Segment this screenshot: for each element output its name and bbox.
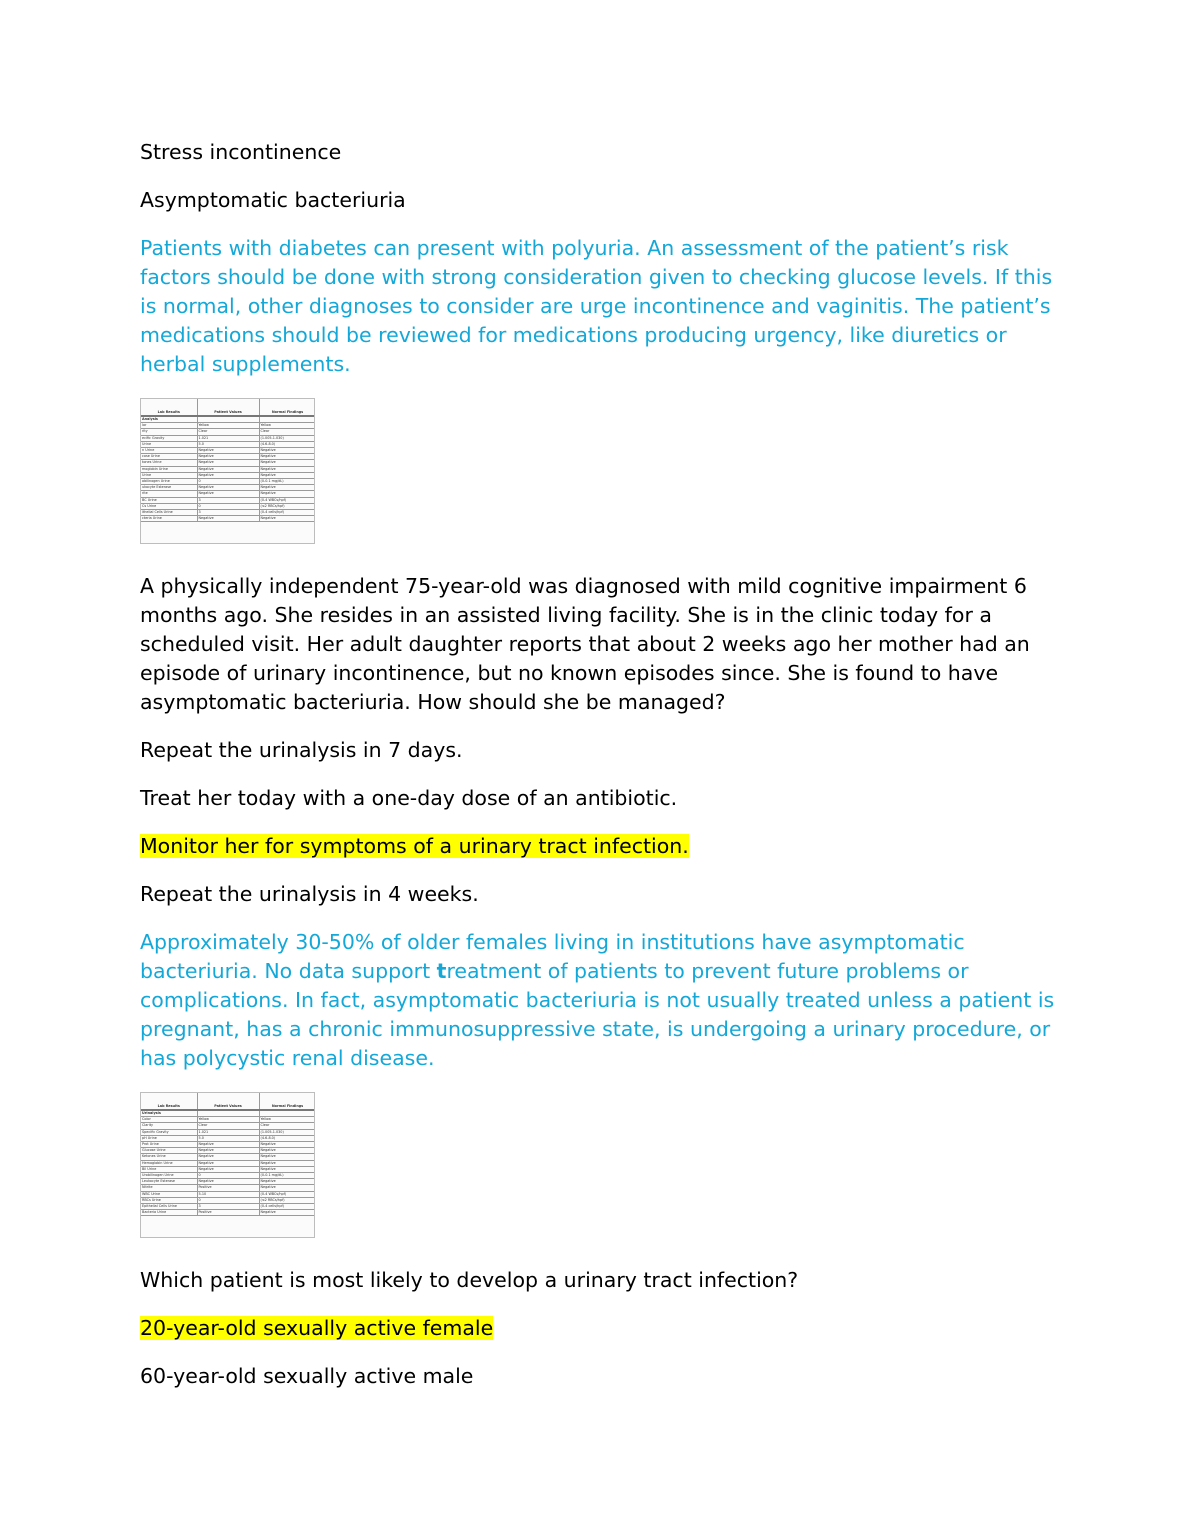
lab-cell: (4.6-8.0) <box>259 441 315 447</box>
lab-cell: tones Urine <box>141 460 197 466</box>
lab-cell: ithelial Cells Urine <box>141 510 197 516</box>
lab-cell: Negative <box>259 1154 315 1160</box>
q1-option-3-highlight: Monitor her for symptoms of a urinary tract infection. <box>140 834 689 858</box>
q1-option-3 <box>140 832 1055 861</box>
lab-cell: 0 <box>197 503 259 509</box>
lab-cell: Negative <box>259 516 315 522</box>
lab-cell: Color <box>141 1117 197 1123</box>
lab-cell: Yellow <box>197 423 259 429</box>
explanation-2-bold: t <box>436 959 447 983</box>
lab-cell: 3 <box>197 1204 259 1210</box>
lab1-header-results: Lab Results <box>141 399 197 416</box>
lab-cell: Negative <box>259 1142 315 1148</box>
lab-cell: Negative <box>197 1160 259 1166</box>
lab-cell: Negative <box>197 454 259 460</box>
lab2-section: Urinalysis <box>141 1110 197 1117</box>
lab-cell: WBC Urine <box>141 1191 197 1197</box>
lab-cell: Negative <box>197 1166 259 1172</box>
lab-row <box>141 516 315 522</box>
lab-cell: Negative <box>259 491 315 497</box>
lab1-section: Analysis <box>141 416 197 423</box>
q1-option-4: Repeat the urinalysis in 4 weeks. <box>140 882 479 906</box>
lab-cell: Specific Gravity <box>141 1129 197 1135</box>
lab-cell: rite <box>141 491 197 497</box>
lab-cell: Negative <box>259 1210 315 1216</box>
lab-cell: cteria Urine <box>141 516 197 522</box>
lab-cell: Bacteria Urine <box>141 1210 197 1216</box>
lab-cell: (≤2 RBCs/hpf) <box>259 1197 315 1203</box>
lab-cell: 1.021 <box>197 1129 259 1135</box>
lab-cell: Urobilinogen Urine <box>141 1173 197 1179</box>
lab-cell: Positive <box>197 1210 259 1216</box>
lab-cell: Negative <box>197 1179 259 1185</box>
lab-cell: 1.021 <box>197 435 259 441</box>
lab-cell: Negative <box>259 1179 315 1185</box>
lab-results-table-1 <box>140 398 315 544</box>
lab-cell: Negative <box>197 1154 259 1160</box>
lab-cell: Negative <box>197 460 259 466</box>
lab-cell: (1.005-1.030) <box>259 1129 315 1135</box>
lab-cell: 5-10 <box>197 1191 259 1197</box>
lab-cell: Negative <box>259 1148 315 1154</box>
explanation-paragraph-1: Patients with diabetes can present with polyuria. An assessment of the patient’s risk factors should be done with strong consideration given to checking glucose levels. If this is normal, other diagnoses to consider are urge incontinence and vaginitis. The patient’s medications should be reviewed for medications producing urgency, like diuretics or herbal supplements. <box>140 236 1053 376</box>
lab-cell: Yellow <box>197 1117 259 1123</box>
lab-cell: Ketones Urine <box>141 1154 197 1160</box>
lab-cell: Negative <box>197 472 259 478</box>
lab-cell: Nitrite <box>141 1185 197 1191</box>
lab-cell: 0 <box>197 479 259 485</box>
lab2-header-results: Lab Results <box>141 1093 197 1110</box>
document-page <box>140 138 1055 1410</box>
lab-cell: Cs Urine <box>141 503 197 509</box>
lab-cell: (0-0.1 mg/dL) <box>259 1173 315 1179</box>
question-2: Which patient is most likely to develop a urinary tract infection? <box>140 1268 799 1292</box>
lab-cell: Negative <box>259 466 315 472</box>
lab-cell: ukocyte Esterase <box>141 485 197 491</box>
lab-cell: Negative <box>259 454 315 460</box>
answer-option-stress-incontinence: Stress incontinence <box>140 140 342 164</box>
lab-cell: Clear <box>259 429 315 435</box>
lab2-header-patient: Patient Values <box>197 1093 259 1110</box>
explanation-2-part-a: Approximately 30-50% of older females living in institutions have asymptomatic bacteriuria. No data support <box>140 930 965 983</box>
lab-cell: (0-4 cells/hpf) <box>259 510 315 516</box>
lab-cell: (1.005-1.030) <box>259 435 315 441</box>
lab1-header-patient: Patient Values <box>197 399 259 416</box>
lab-cell: Negative <box>197 1142 259 1148</box>
lab-cell: Negative <box>259 485 315 491</box>
q1-option-2: Treat her today with a one-day dose of an antibiotic. <box>140 786 678 810</box>
lab-cell: lor <box>141 423 197 429</box>
lab-cell: n Urine <box>141 448 197 454</box>
lab-cell: Clear <box>197 429 259 435</box>
lab-cell: Negative <box>259 472 315 478</box>
lab-cell: Clear <box>259 1123 315 1129</box>
lab-cell: RBCs Urine <box>141 1197 197 1203</box>
lab-cell: 3 <box>197 497 259 503</box>
q1-option-1: Repeat the urinalysis in 7 days. <box>140 738 463 762</box>
lab-cell: 0 <box>197 1173 259 1179</box>
lab-cell: Bil Urine <box>141 1166 197 1172</box>
explanation-paragraph-2 <box>140 928 1055 1073</box>
q2-option-1-highlight: 20-year-old sexually active female <box>140 1316 494 1340</box>
lab-cell: obilinogen Urine <box>141 479 197 485</box>
lab-cell: Negative <box>197 485 259 491</box>
answer-option-asymptomatic-bacteriuria: Asymptomatic bacteriuria <box>140 188 406 212</box>
lab-cell: Hemoglobin Urine <box>141 1160 197 1166</box>
lab-cell: (0-4 WBCs/hpf) <box>259 497 315 503</box>
lab-cell: moglobin Urine <box>141 466 197 472</box>
lab-cell: Negative <box>259 1160 315 1166</box>
lab-cell: (4.6-8.0) <box>259 1135 315 1141</box>
lab-cell: Negative <box>197 466 259 472</box>
lab-cell: Clarity <box>141 1123 197 1129</box>
lab-cell: 3 <box>197 510 259 516</box>
lab-cell: 0 <box>197 1197 259 1203</box>
lab-cell: rity <box>141 429 197 435</box>
lab-cell: Negative <box>197 491 259 497</box>
lab-cell: Glucose Urine <box>141 1148 197 1154</box>
lab-cell: (0-4 cells/hpf) <box>259 1204 315 1210</box>
lab-cell: pH Urine <box>141 1135 197 1141</box>
lab-cell: (0-4 WBCs/hpf) <box>259 1191 315 1197</box>
lab2-header-normal: Normal Findings <box>259 1093 315 1110</box>
lab-cell: Leukocyte Esterase <box>141 1179 197 1185</box>
lab-results-table-2 <box>140 1092 315 1238</box>
lab-cell: Urine <box>141 472 197 478</box>
lab-cell: ecific Gravity <box>141 435 197 441</box>
q2-option-2: 60-year-old sexually active male <box>140 1364 474 1388</box>
lab-cell: 5.0 <box>197 441 259 447</box>
lab-cell: Urine <box>141 441 197 447</box>
explanation-2-part-b: reatment of patients to prevent future problems or complications. In fact, asymptomatic bacteriuria is not usually treated unless a patient is pregnant, has a chronic immunosuppressive state, is undergoing a urinary procedure, or has polycystic renal disease. <box>140 959 1055 1070</box>
lab-cell: Clear <box>197 1123 259 1129</box>
lab-cell: Negative <box>259 460 315 466</box>
lab-cell: Negative <box>197 516 259 522</box>
question-1: A physically independent 75-year-old was diagnosed with mild cognitive impairment 6 months ago. She resides in an assisted living facility. She is in the clinic today for a scheduled visit. Her adult daughter reports that about 2 weeks ago her mother had an episode of urinary incontinence, but no known episodes since. She is found to have asymptomatic bacteriuria. How should she be managed? <box>140 574 1030 714</box>
lab-row <box>141 1210 315 1216</box>
lab-cell: Positive <box>197 1185 259 1191</box>
q2-option-1 <box>140 1314 1055 1343</box>
lab-cell: Negative <box>197 1148 259 1154</box>
lab-cell: (0-0.1 mg/dL) <box>259 479 315 485</box>
lab-cell: cose Urine <box>141 454 197 460</box>
lab1-header-normal: Normal Findings <box>259 399 315 416</box>
lab-cell: Yellow <box>259 423 315 429</box>
lab-cell: Negative <box>197 448 259 454</box>
lab-cell: Yellow <box>259 1117 315 1123</box>
lab-cell: BC Urine <box>141 497 197 503</box>
lab-cell: Epithelial Cells Urine <box>141 1204 197 1210</box>
lab-cell: (≤2 RBCs/hpf) <box>259 503 315 509</box>
lab-cell: Negative <box>259 448 315 454</box>
lab-cell: Negative <box>259 1185 315 1191</box>
lab-cell: Negative <box>259 1166 315 1172</box>
lab-cell: 5.0 <box>197 1135 259 1141</box>
lab-cell: Prot Urine <box>141 1142 197 1148</box>
